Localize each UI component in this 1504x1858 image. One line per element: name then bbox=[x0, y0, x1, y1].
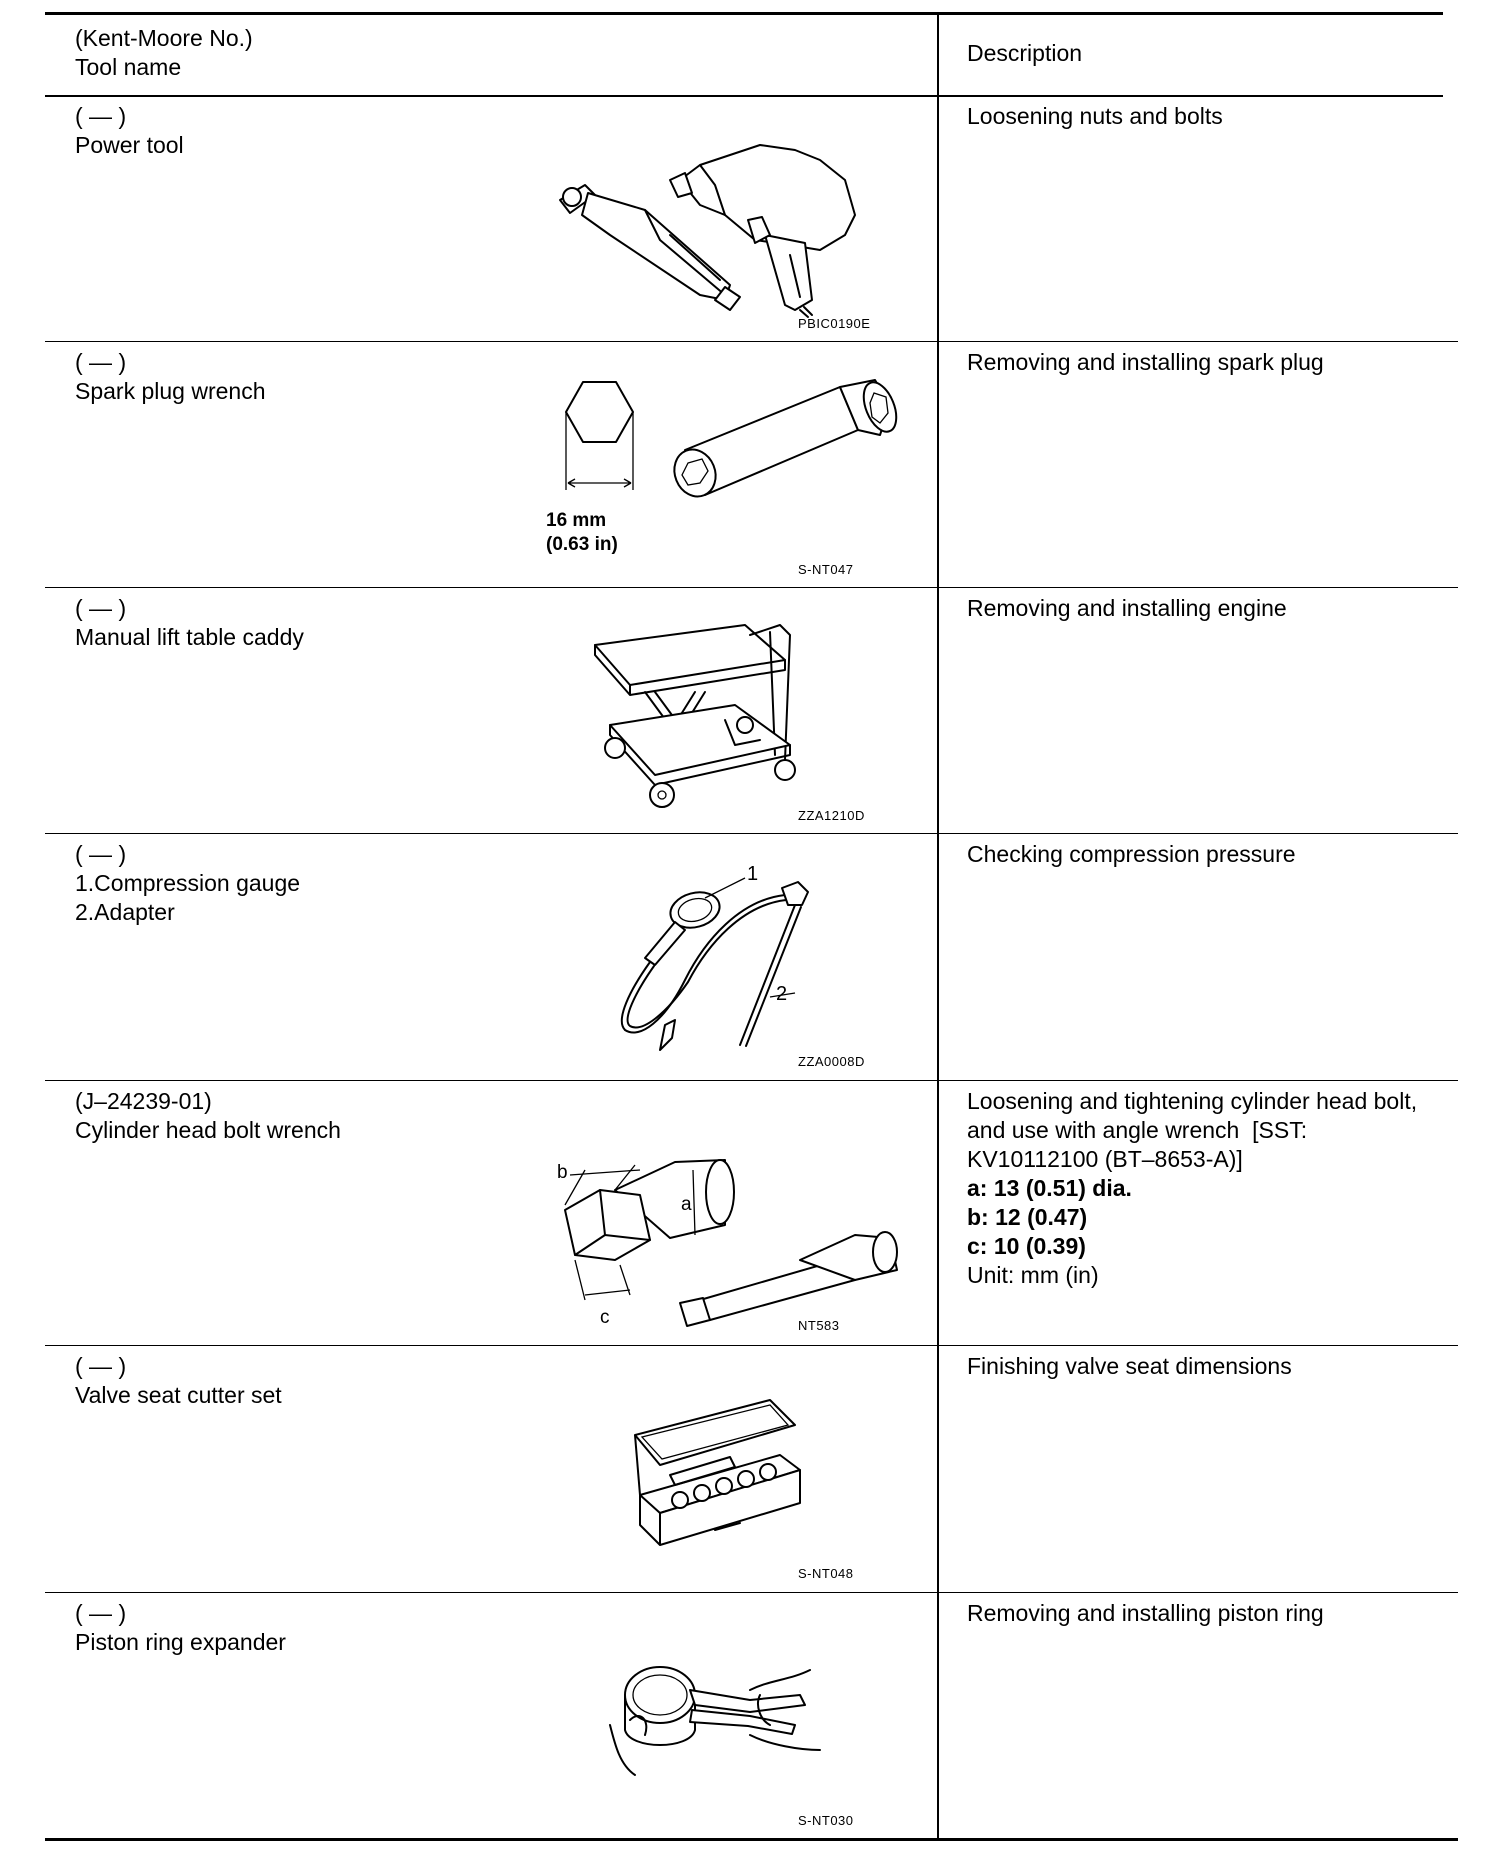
callout-2: 2 bbox=[776, 983, 788, 1005]
tool-number: ( — ) bbox=[75, 1353, 127, 1379]
tool-name: Valve seat cutter set bbox=[75, 1382, 282, 1408]
column-divider bbox=[937, 12, 939, 1840]
tool-name-line-1: 1.Compression gauge bbox=[75, 870, 301, 896]
tool-description-line-3: KV10112100 (BT–8653-A)] bbox=[967, 1146, 1243, 1172]
tool-description-line-2: and use with angle wrench [SST: bbox=[967, 1117, 1308, 1143]
figure-code: ZZA0008D bbox=[798, 1054, 865, 1069]
tool-name: Cylinder head bolt wrench bbox=[75, 1117, 341, 1143]
header-kent-moore: (Kent-Moore No.) bbox=[75, 25, 253, 51]
lift-table-illustration bbox=[585, 620, 835, 825]
header-tool-name: Tool name bbox=[75, 54, 182, 80]
size-label-mm: 16 mm bbox=[546, 510, 607, 531]
tool-number: (J–24239-01) bbox=[75, 1088, 212, 1114]
spec-b: b: 12 (0.47) bbox=[967, 1204, 1088, 1230]
row-divider bbox=[45, 833, 1458, 834]
tool-description: Finishing valve seat dimensions bbox=[967, 1353, 1292, 1379]
figure-code: NT583 bbox=[798, 1318, 840, 1333]
top-rule bbox=[45, 12, 1443, 15]
callout-1: 1 bbox=[747, 863, 759, 885]
callout-a: a bbox=[681, 1194, 692, 1215]
tool-name: Spark plug wrench bbox=[75, 378, 266, 404]
tool-name-line-2: 2.Adapter bbox=[75, 899, 175, 925]
row-divider bbox=[45, 341, 1458, 342]
bottom-rule bbox=[45, 1838, 1458, 1841]
figure-code: PBIC0190E bbox=[798, 316, 871, 331]
tool-number: ( — ) bbox=[75, 103, 127, 129]
tool-description: Removing and installing engine bbox=[967, 595, 1287, 621]
tool-name: Manual lift table caddy bbox=[75, 624, 304, 650]
tool-number: ( — ) bbox=[75, 841, 127, 867]
figure-code: ZZA1210D bbox=[798, 808, 865, 823]
figure-code: S-NT047 bbox=[798, 562, 854, 577]
row-divider bbox=[45, 587, 1458, 588]
header-rule bbox=[45, 95, 1443, 97]
spec-unit: Unit: mm (in) bbox=[967, 1262, 1099, 1288]
tool-name: Piston ring expander bbox=[75, 1629, 286, 1655]
figure-code: S-NT030 bbox=[798, 1813, 854, 1828]
tool-description: Removing and installing piston ring bbox=[967, 1600, 1324, 1626]
tool-description: Removing and installing spark plug bbox=[967, 349, 1324, 375]
row-divider bbox=[45, 1080, 1458, 1081]
tool-number: ( — ) bbox=[75, 349, 127, 375]
callout-c: c bbox=[600, 1307, 610, 1328]
spark-plug-wrench-illustration bbox=[540, 375, 900, 560]
row-divider bbox=[45, 1345, 1458, 1346]
piston-ring-expander-illustration bbox=[610, 1650, 825, 1780]
power-tool-illustration bbox=[550, 125, 870, 315]
bolt-wrench-illustration bbox=[545, 1130, 905, 1335]
cutter-set-illustration bbox=[630, 1395, 805, 1550]
tool-description-line-1: Loosening and tightening cylinder head bolt, bbox=[967, 1088, 1418, 1114]
size-label-in: (0.63 in) bbox=[546, 534, 618, 555]
callout-b: b bbox=[557, 1162, 568, 1183]
tool-description: Loosening nuts and bolts bbox=[967, 103, 1223, 129]
header-description: Description bbox=[967, 40, 1083, 66]
spec-c: c: 10 (0.39) bbox=[967, 1233, 1086, 1259]
compression-gauge-illustration bbox=[610, 860, 820, 1060]
tool-number: ( — ) bbox=[75, 1600, 127, 1626]
row-divider bbox=[45, 1592, 1458, 1593]
tool-number: ( — ) bbox=[75, 595, 127, 621]
spec-a: a: 13 (0.51) dia. bbox=[967, 1175, 1132, 1201]
tool-name: Power tool bbox=[75, 132, 184, 158]
tool-description: Checking compression pressure bbox=[967, 841, 1296, 867]
figure-code: S-NT048 bbox=[798, 1566, 854, 1581]
